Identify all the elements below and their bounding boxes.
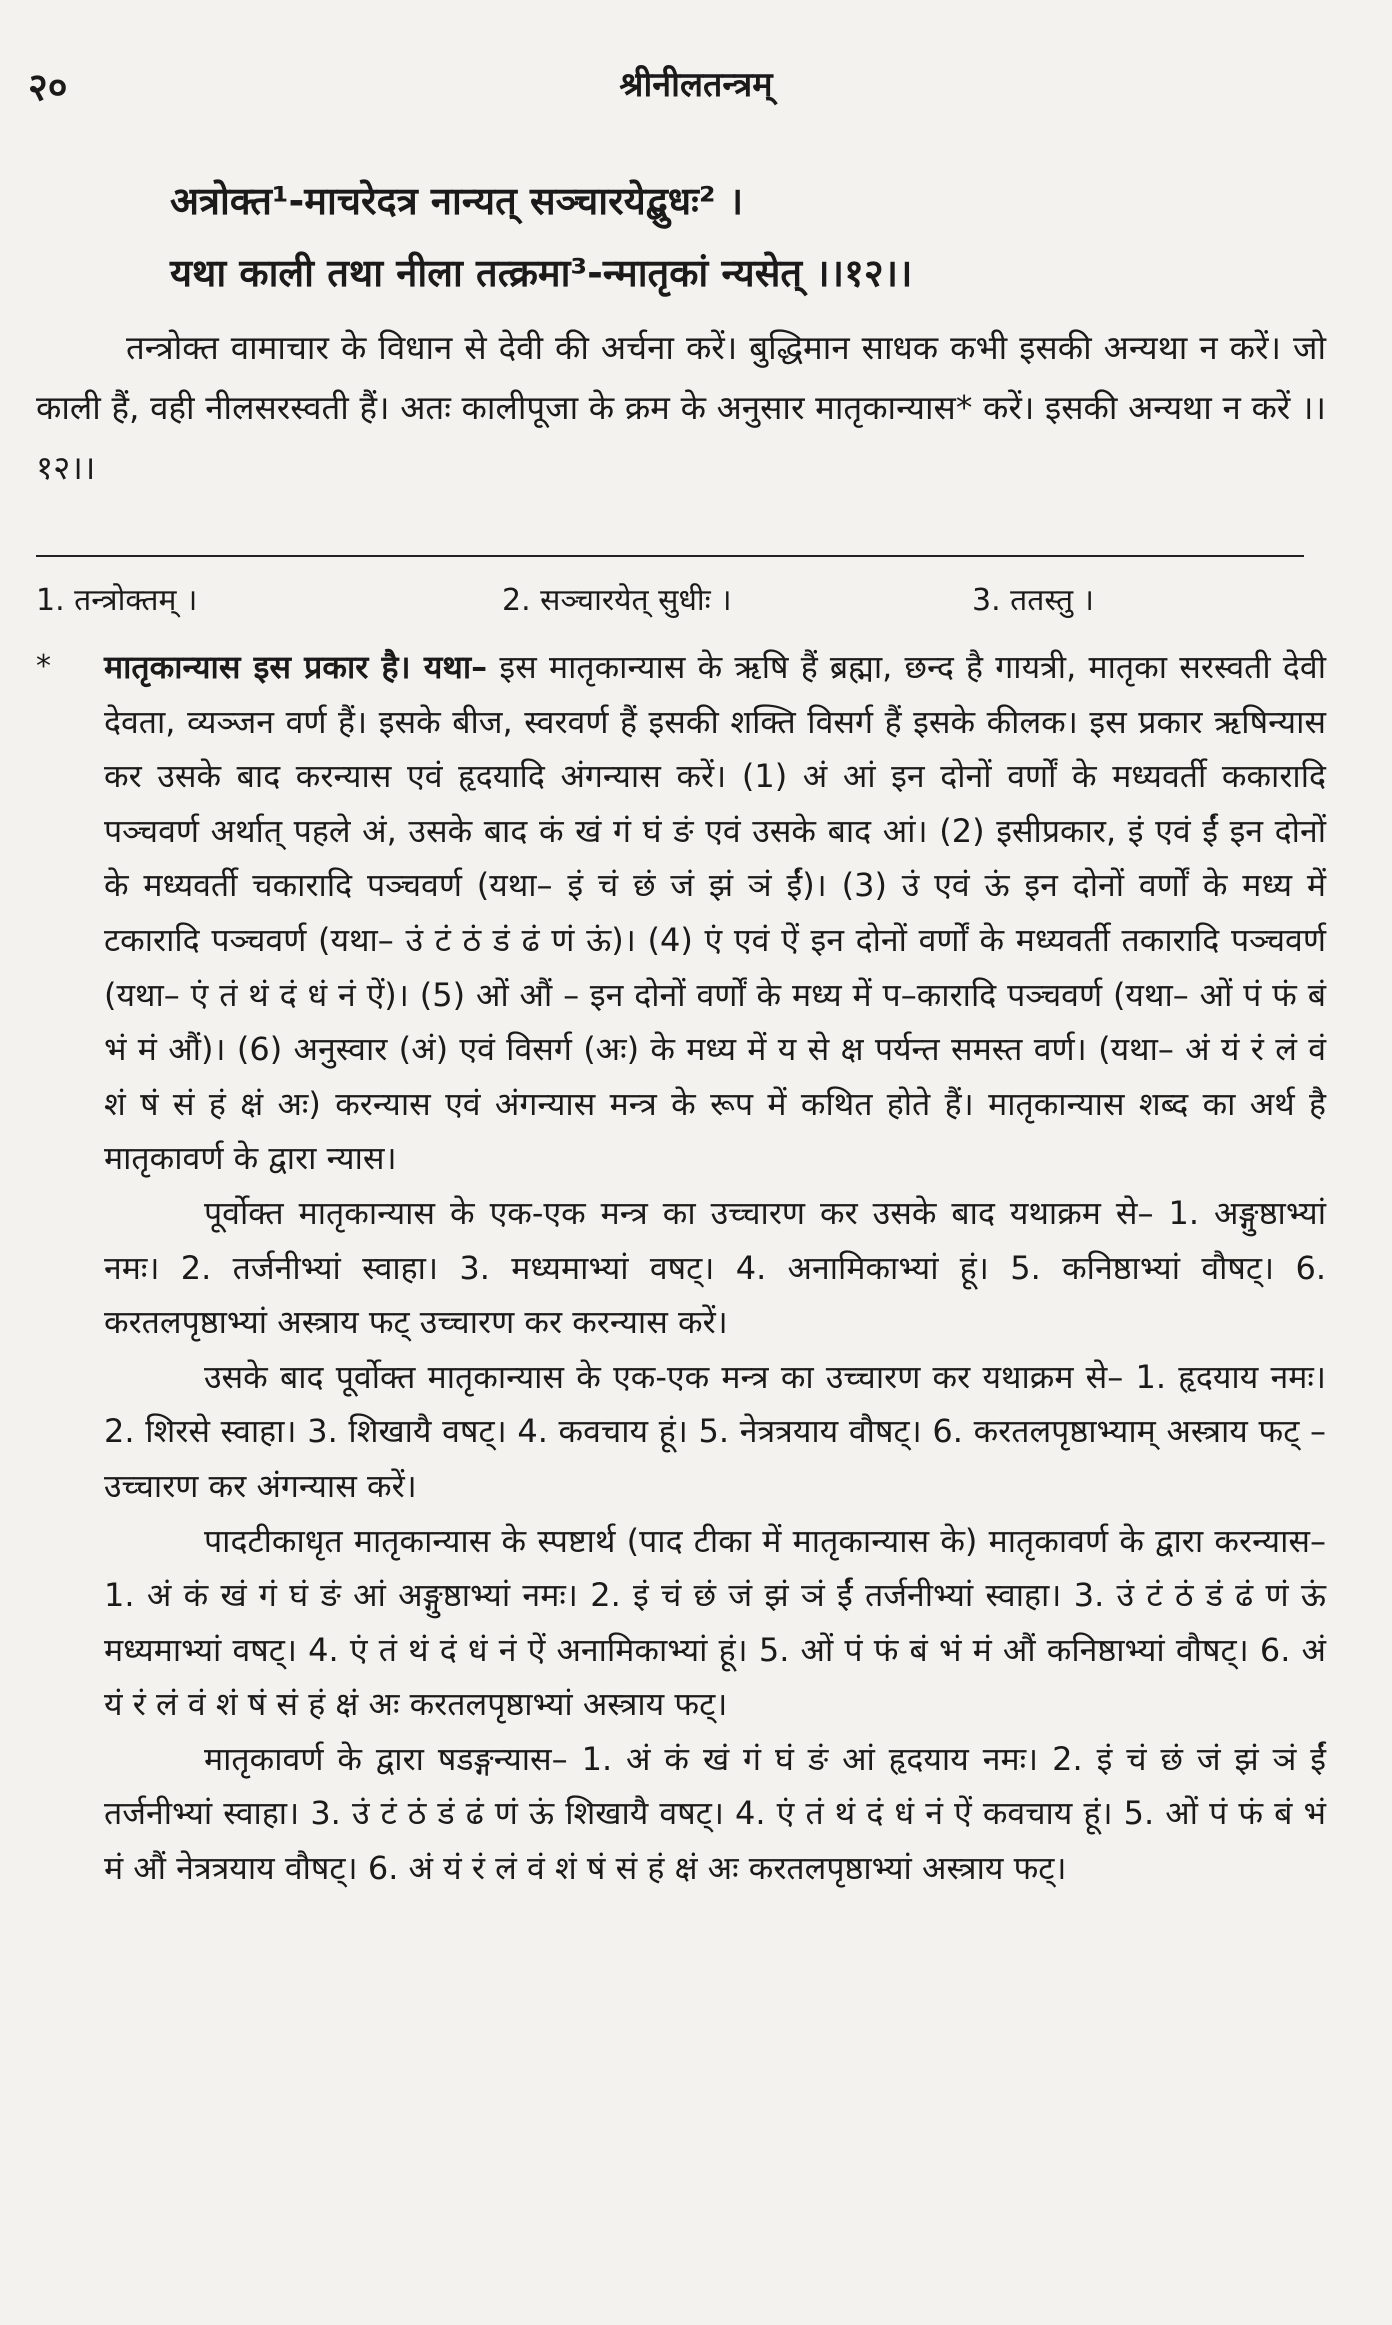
translation-paragraph: तन्त्रोक्त वामाचार के विधान से देवी की अर्चना करें। बुद्धिमान साधक कभी इसकी अन्यथा न करें। जो काली हैं, वही नीलसरस्वती हैं। अतः कालीपूजा के क्रम के अनुसार मातृकान्यास* करें। इसकी अन्यथा न करें ।।१२।। <box>36 328 1326 487</box>
note-paragraph-1-text: इस मातृकान्यास के ऋषि हैं ब्रह्मा, छन्द है गायत्री, मातृका सरस्वती देवी देवता, व्यञ्जन वर्ण हैं। इसके बीज, स्वरवर्ण हैं इसकी शक्ति विसर्ग हैं इसके कीलक। इस प्रकार ऋषिन्यास कर उसके बाद करन्यास एवं हृदयादि अंगन्यास करें। (1) अं आं इन दोनों वर्णों के मध्यवर्ती ककारादि पञ्चवर्ण अर्थात् पहले अं, उसके बाद कं खं गं घं ङं एवं उसके बाद आं। (2) इसीप्रकार, इं एवं ईं इन दोनों के मध्यवर्ती चकारादि पञ्चवर्ण (यथा– इं चं छं जं झं ञं ईं)। (3) उं एवं ऊं इन दोनों वर्णों के मध्य में टकारादि पञ्चवर्ण (यथा– उं टं ठं डं ढं णं ऊं)। (4) एं एवं ऐं इन दोनों वर्णों के मध्यवर्ती तकारादि पञ्चवर्ण (यथा– एं तं थं दं धं नं ऐं)। (5) ओं औं – इन दोनों वर्णों के मध्य में प–कारादि पञ्चवर्ण (यथा– ओं पं फं बं भं मं औं)। (6) अनुस्वार (अं) एवं विसर्ग (अः) के मध्य में य से क्ष पर्यन्त समस्त वर्ण। (यथा– अं यं रं लं वं शं षं सं हं क्षं अः) करन्यास एवं अंगन्यास मन्त्र के रूप में कथित होते हैं। मातृकान्यास शब्द का अर्थ है मातृकावर्ण के द्वारा न्यास। <box>104 648 1327 1178</box>
footnote-divider <box>36 555 1304 557</box>
note-heading: मातृकान्यास इस प्रकार है। यथा– <box>104 648 488 686</box>
footnote-ref-1: 1. तन्त्रोक्तम् । <box>36 583 198 618</box>
running-head <box>0 60 1392 120</box>
sanskrit-verse <box>170 165 1320 309</box>
page-number: २० <box>28 65 68 109</box>
note-paragraph-1 <box>104 640 1326 1186</box>
note-paragraph-3: उसके बाद पूर्वोक्त मातृकान्यास के एक-एक मन्त्र का उच्चारण कर यथाक्रम से– 1. हृदयाय नमः। 2. शिरसे स्वाहा। 3. शिखायै वषट्। 4. कवचाय हूं। 5. नेत्रत्रयाय वौषट्। 6. करतलपृष्ठाभ्याम् अस्त्राय फट् – उच्चारण कर अंगन्यास करें। <box>104 1357 1326 1505</box>
note-body <box>104 640 1326 1896</box>
verse-line-1: अत्रोक्त¹-माचरेदत्र नान्यत् सञ्चारयेद्बुधः² । <box>170 179 744 223</box>
verse-line-2: यथा काली तथा नीला तत्क्रमा³-न्मातृकां न्यसेत् ।।१२।। <box>170 251 913 295</box>
note-paragraph-5: मातृकावर्ण के द्वारा षडङ्गन्यास– 1. अं कं खं गं घं ङं आं हृदयाय नमः। 2. इं चं छं जं झं ञं ईं तर्जनीभ्यां स्वाहा। 3. उं टं ठं डं ढं णं ऊं शिखायै वषट्। 4. एं तं थं दं धं नं ऐं कवचाय हूं। 5. ओं पं फं बं भं मं औं नेत्रत्रयाय वौषट्। 6. अं यं रं लं वं शं षं सं हं क्षं अः करतलपृष्ठाभ्यां अस्त्राय फट्। <box>104 1739 1326 1888</box>
footnote-ref-2: 2. सञ्चारयेत् सुधीः । <box>502 583 732 618</box>
note-paragraph-2: पूर्वोक्त मातृकान्यास के एक-एक मन्त्र का उच्चारण कर उसके बाद यथाक्रम से– 1. अङ्गुष्ठाभ्यां नमः। 2. तर्जनीभ्यां स्वाहा। 3. मध्यमाभ्यां वषट्। 4. अनामिकाभ्यां हूं। 5. कनिष्ठाभ्यां वौषट्। 6. करतलपृष्ठाभ्यां अस्त्राय फट् उच्चारण कर करन्यास करें। <box>104 1193 1326 1342</box>
matrika-nyasa-note <box>36 640 1326 1896</box>
note-paragraph-4: पादटीकाधृत मातृकान्यास के स्पष्टार्थ (पाद टीका में मातृकान्यास के) मातृकावर्ण के द्वारा करन्यास– 1. अं कं खं गं घं ङं आं अङ्गुष्ठाभ्यां नमः। 2. इं चं छं जं झं ञं ईं तर्जनीभ्यां स्वाहा। 3. उं टं ठं डं ढं णं ऊं मध्यमाभ्यां वषट्। 4. एं तं थं दं धं नं ऐं अनामिकाभ्यां हूं। 5. ओं पं फं बं भं मं औं कनिष्ठाभ्यां वौषट्। 6. अं यं रं लं वं शं षं सं हं क्षं अः करतलपृष्ठाभ्यां अस्त्राय फट्। <box>104 1521 1326 1724</box>
book-title: श्रीनीलतन्त्रम् <box>619 65 773 105</box>
footnote-references <box>36 578 1326 628</box>
footnote-ref-3: 3. ततस्तु । <box>972 583 1095 618</box>
hindi-translation <box>36 318 1326 498</box>
note-marker: * <box>36 649 51 684</box>
